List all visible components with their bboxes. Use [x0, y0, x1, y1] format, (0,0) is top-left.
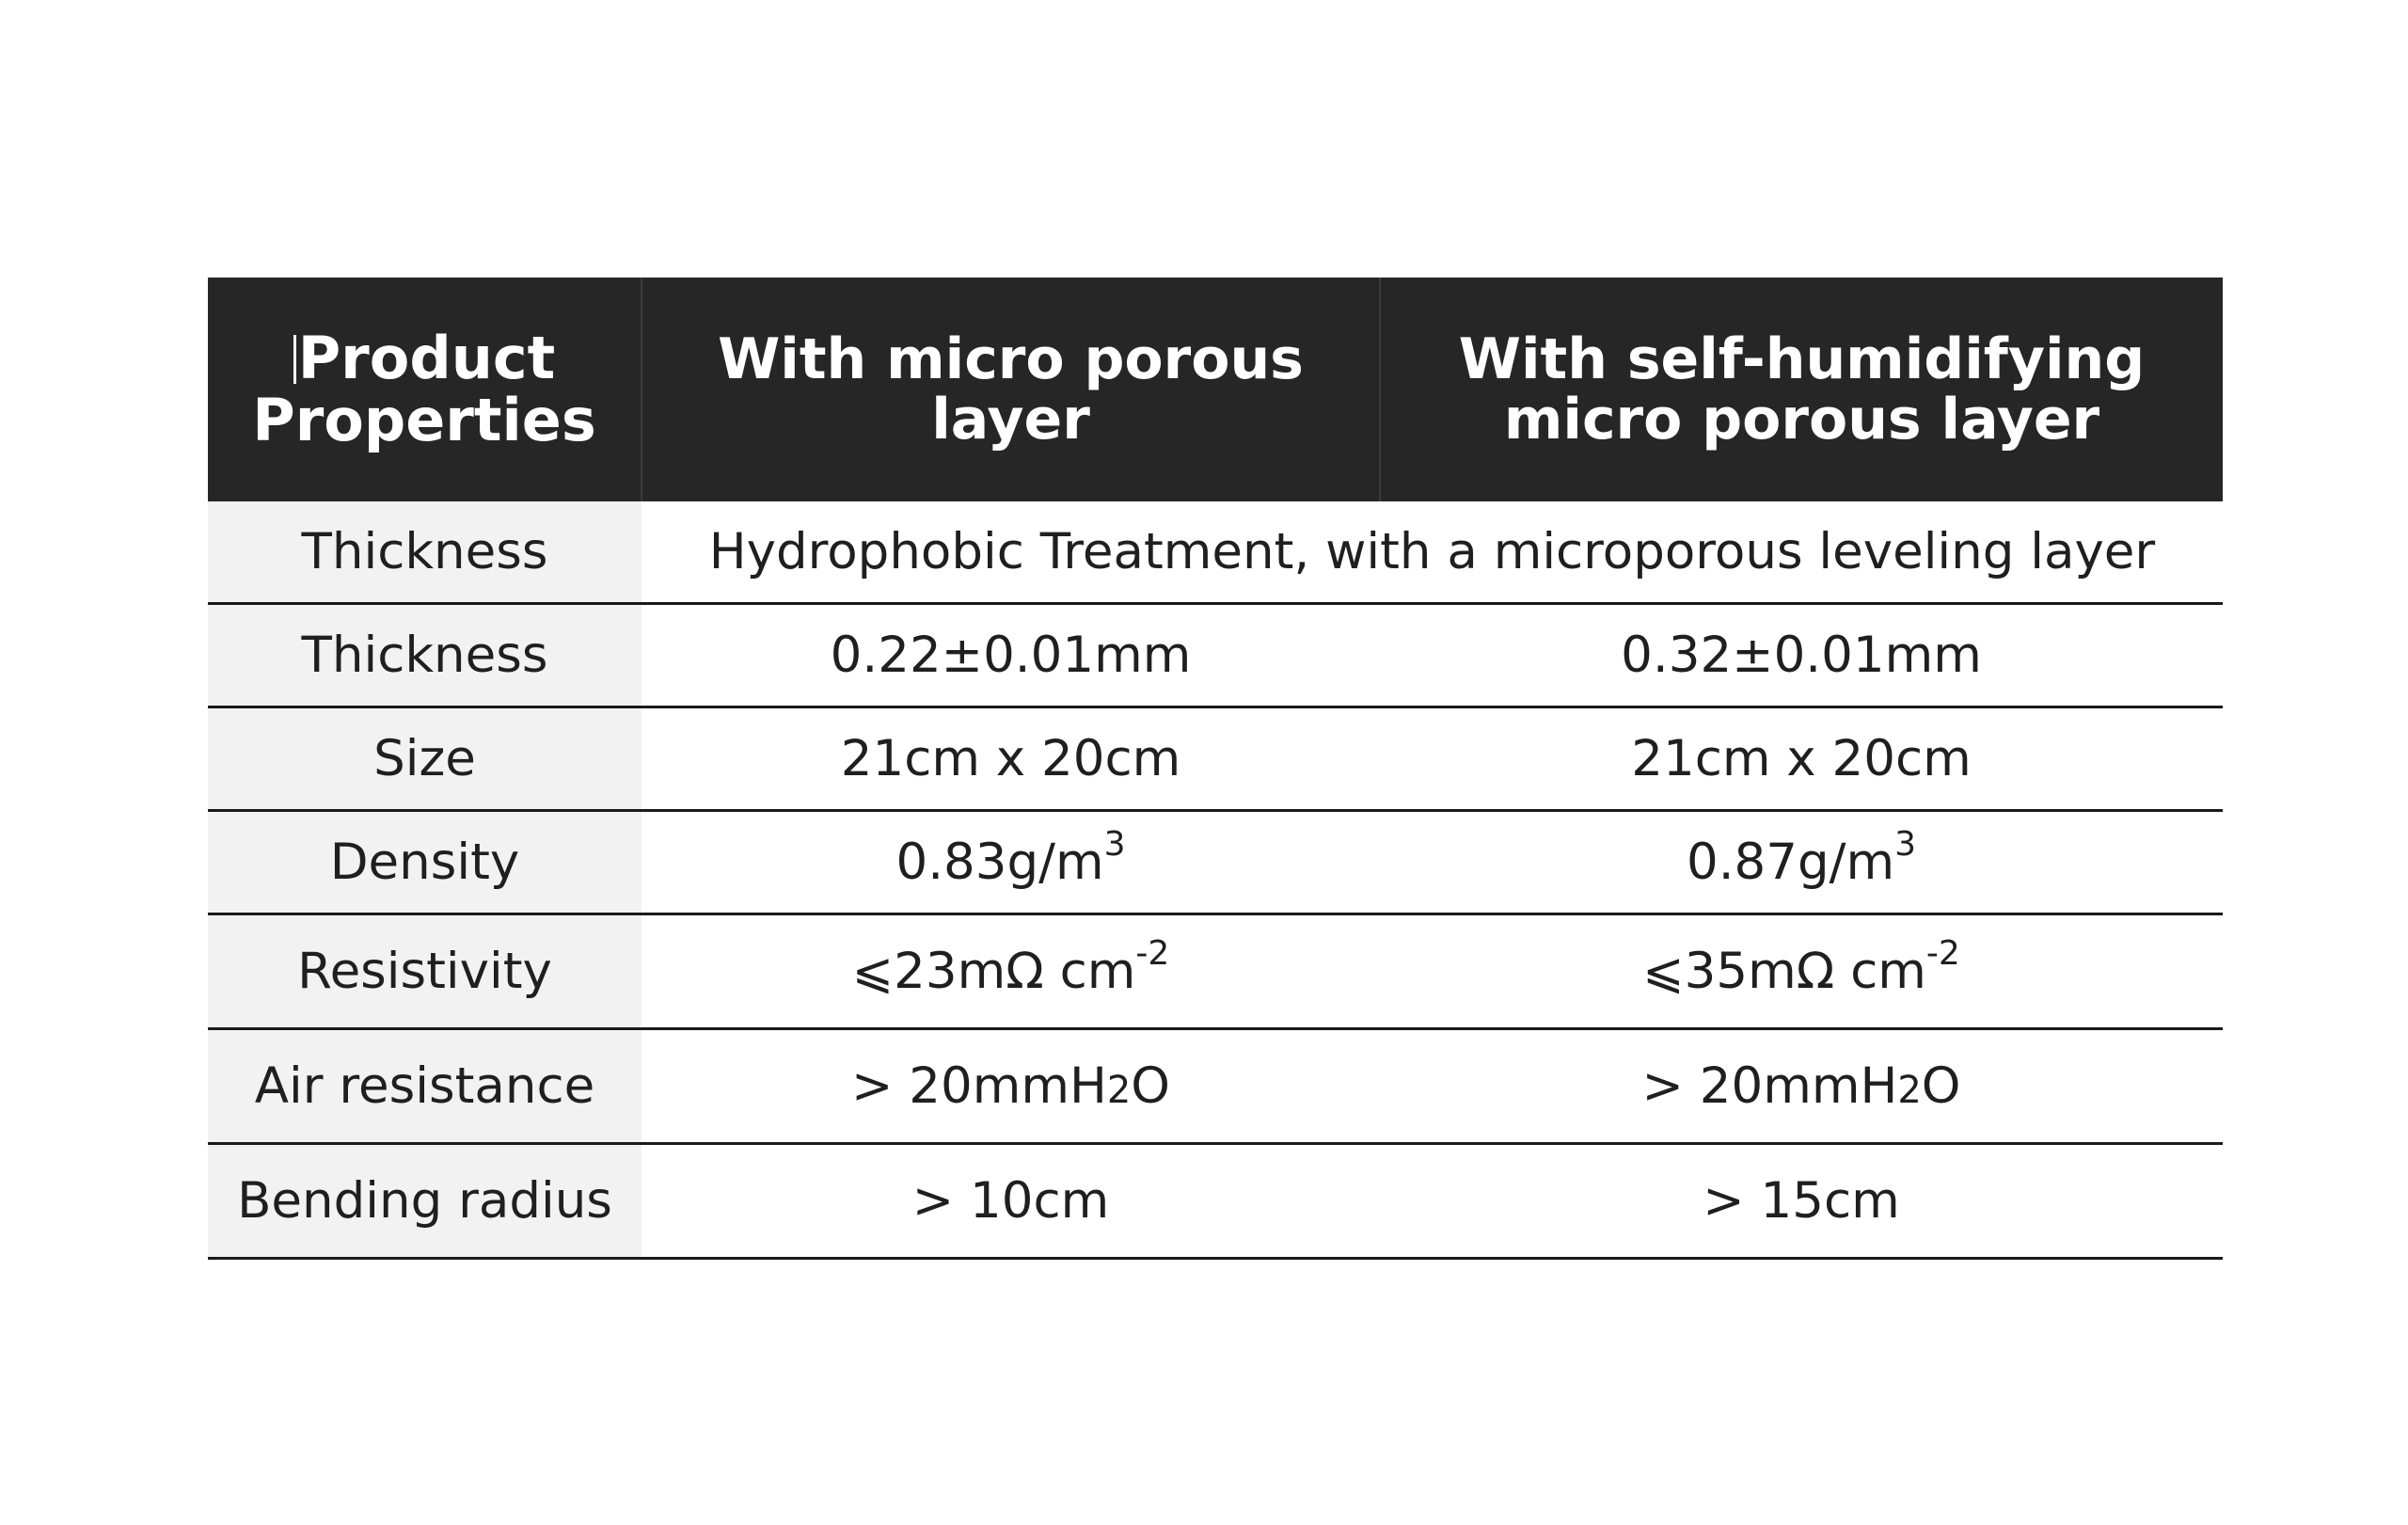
table-row: [208, 810, 2223, 913]
value-cell-micro-porous: > 10cm: [642, 1143, 1380, 1258]
product-properties-table: [208, 278, 2223, 1260]
subscript: 2: [1897, 1068, 1922, 1112]
header-with-self-humidifying-micro-porous-layer: With self-humidifying micro porous layer: [1380, 278, 2223, 501]
row-label: Bending radius: [208, 1143, 642, 1258]
header-product-properties-text: Product Properties: [252, 324, 596, 454]
header-with-micro-porous-layer: With micro porous layer: [642, 278, 1380, 501]
superscript: 3: [1103, 824, 1126, 864]
row-label: Resistivity: [208, 913, 642, 1028]
table-row: [208, 501, 2223, 603]
value-text-tail: O: [1921, 1056, 1961, 1115]
value-text: 0.83g/m: [895, 833, 1104, 891]
value-cell-micro-porous: 0.22±0.01mm: [642, 603, 1380, 707]
row-label: Air resistance: [208, 1028, 642, 1143]
header-product-properties: [208, 278, 642, 501]
value-cell-micro-porous: 21cm x 20cm: [642, 707, 1380, 810]
value-cell-self-humidifying: > 15cm: [1380, 1143, 2223, 1258]
row-label: Thickness: [208, 501, 642, 603]
value-cell-micro-porous: [642, 1028, 1380, 1143]
table-header-row: [208, 278, 2223, 501]
superscript: 3: [1894, 824, 1917, 864]
value-text-tail: O: [1131, 1056, 1170, 1115]
table-row: [208, 603, 2223, 707]
value-text: > 20mmH: [1641, 1056, 1898, 1115]
value-cell-self-humidifying: [1380, 810, 2223, 913]
value-cell-micro-porous: [642, 810, 1380, 913]
superscript: -2: [1135, 933, 1170, 973]
value-cell-self-humidifying: [1380, 913, 2223, 1028]
table-row: [208, 913, 2223, 1028]
row-label: Density: [208, 810, 642, 913]
superscript: -2: [1925, 933, 1960, 973]
value-cell-micro-porous: [642, 913, 1380, 1028]
value-text: ⩽35mΩ cm: [1642, 942, 1926, 1000]
row-label: Size: [208, 707, 642, 810]
table-row: [208, 1028, 2223, 1143]
value-cell-self-humidifying: [1380, 1028, 2223, 1143]
value-text: 0.87g/m: [1686, 833, 1895, 891]
row-label: Thickness: [208, 603, 642, 707]
table-row: [208, 707, 2223, 810]
value-text: > 20mmH: [851, 1056, 1107, 1115]
subscript: 2: [1106, 1068, 1132, 1112]
value-cell-self-humidifying: 0.32±0.01mm: [1380, 603, 2223, 707]
table-row: [208, 1143, 2223, 1258]
text-cursor-mark: [293, 335, 296, 384]
merged-value-cell: Hydrophobic Treatment, with a microporous leveling layer: [642, 501, 2223, 603]
value-cell-self-humidifying: 21cm x 20cm: [1380, 707, 2223, 810]
value-text: ⩽23mΩ cm: [851, 942, 1136, 1000]
